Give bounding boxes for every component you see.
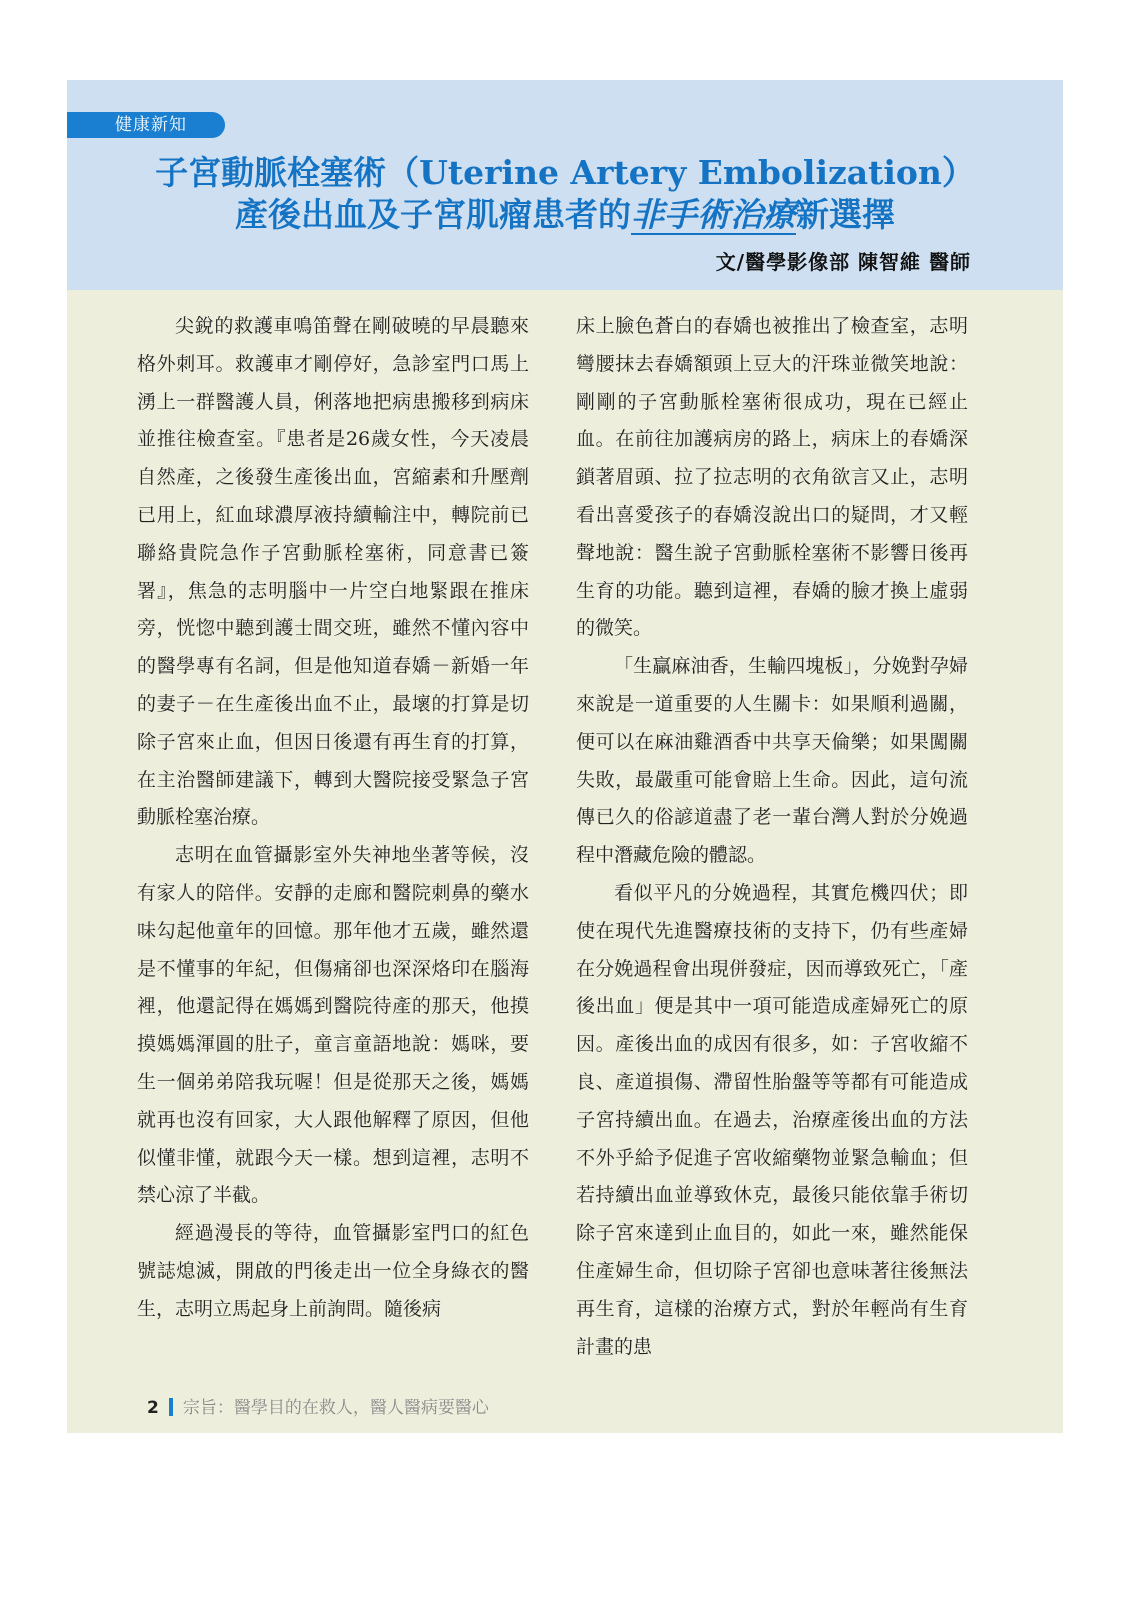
paragraph: 經過漫長的等待，血管攝影室門口的紅色號誌熄滅，開啟的門後走出一位全身綠衣的醫生，志明立馬起身上前詢問。隨後病 bbox=[137, 1222, 529, 1320]
left-column bbox=[137, 308, 529, 1329]
author-byline: 文/醫學影像部 陳智維 醫師 bbox=[715, 250, 971, 274]
section-tag: 健康新知 bbox=[67, 112, 225, 138]
paragraph: 志明在血管攝影室外失神地坐著等候，沒有家人的陪伴。安靜的走廊和醫院刺鼻的藥水味勾起他童年的回憶。那年他才五歲，雖然還是不懂事的年紀，但傷痛卻也深深烙印在腦海裡，他還記得在媽媽到醫院待產的那天，他摸摸媽媽渾圓的肚子，童言童語地說：媽咪，要生一個弟弟陪我玩喔！但是從那天之後，媽媽就再也沒有回家，大人跟他解釋了原因，但他似懂非懂，就跟今天一樣。想到這裡，志明不禁心涼了半截。 bbox=[137, 844, 529, 1207]
paragraph: 床上臉色蒼白的春嬌也被推出了檢查室，志明彎腰抹去春嬌額頭上豆大的汗珠並微笑地說：剛剛的子宮動脈栓塞術很成功，現在已經止血。在前往加護病房的路上，病床上的春嬌深鎖著眉頭、拉了拉志明的衣角欲言又止，志明看出喜愛孩子的春嬌沒說出口的疑問，才又輕聲地說：醫生說子宮動脈栓塞術不影響日後再生育的功能。聽到這裡，春嬌的臉才換上虛弱的微笑。 bbox=[576, 315, 968, 640]
footer-motto: 宗旨：醫學目的在救人，醫人醫病要醫心 bbox=[182, 1398, 489, 1418]
page-number: 2 bbox=[147, 1398, 159, 1418]
article-header bbox=[67, 80, 1063, 290]
title-line-2-post: 新選擇 bbox=[796, 195, 895, 234]
title-line-1: 子宮動脈栓塞術（Uterine Artery Embolization） bbox=[155, 153, 975, 192]
right-column bbox=[576, 308, 968, 1366]
title-line-2-pre: 產後出血及子宮肌瘤患者的 bbox=[235, 195, 631, 234]
paragraph: 「生贏麻油香，生輸四塊板」，分娩對孕婦來說是一道重要的人生關卡：如果順利過關，便可以在麻油雞酒香中共享天倫樂；如果闖關失敗，最嚴重可能會賠上生命。因此，這句流傳已久的俗諺道盡了老一輩台灣人對於分娩過程中潛藏危險的體認。 bbox=[576, 655, 968, 867]
paragraph: 尖銳的救護車鳴笛聲在剛破曉的早晨聽來格外刺耳。救護車才剛停好，急診室門口馬上湧上一群醫護人員，俐落地把病患搬移到病床並推往檢查室。『患者是26歲女性，今天凌晨自然產，之後發生產後出血，宮縮素和升壓劑已用上，紅血球濃厚液持續輸注中，轉院前已聯絡貴院急作子宮動脈栓塞術，同意書已簽署』，焦急的志明腦中一片空白地緊跟在推床旁，恍惚中聽到護士間交班，雖然不懂內容中的醫學專有名詞，但是他知道春嬌－新婚一年的妻子－在生產後出血不止，最壞的打算是切除子宮來止血，但因日後還有再生育的打算，在主治醫師建議下，轉到大醫院接受緊急子宮動脈栓塞治療。 bbox=[137, 315, 529, 829]
title-line-2 bbox=[67, 194, 1063, 236]
paragraph: 看似平凡的分娩過程，其實危機四伏；即使在現代先進醫療技術的支持下，仍有些產婦在分娩過程會出現併發症，因而導致死亡，「產後出血」便是其中一項可能造成產婦死亡的原因。產後出血的成因有很多，如：子宮收縮不良、產道損傷、滯留性胎盤等等都有可能造成子宮持續出血。在過去，治療產後出血的方法不外乎給予促進子宮收縮藥物並緊急輸血；但若持續出血並導致休克，最後只能依靠手術切除子宮來達到止血目的，如此一來，雖然能保住產婦生命，但切除子宮卻也意味著往後無法再生育，這樣的治療方式，對於年輕尚有生育計畫的患 bbox=[576, 881, 968, 1358]
page bbox=[67, 80, 1063, 1433]
footer-divider bbox=[169, 1398, 173, 1416]
page-footer bbox=[147, 1393, 489, 1418]
title-line-2-emphasis: 非手術治療 bbox=[631, 195, 796, 234]
